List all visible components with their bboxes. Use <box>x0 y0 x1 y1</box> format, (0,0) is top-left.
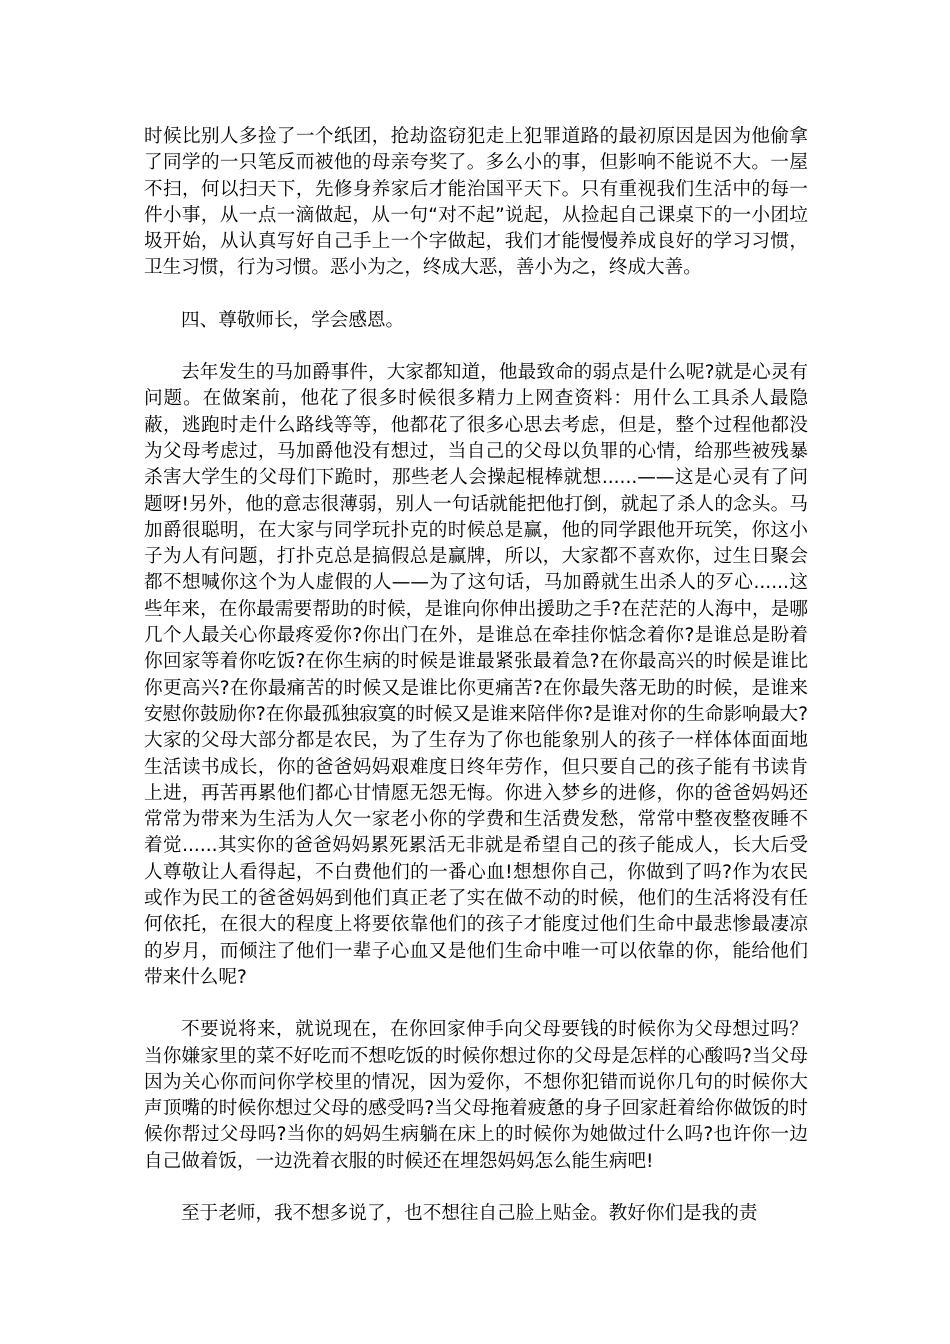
paragraph-teachers: 至于老师，我不想多说了，也不想往自己脸上贴金。教好你们是我的责 <box>181 1202 758 1224</box>
paragraph-habits: 时候比别人多捡了一个纸团，抢劫盗窃犯走上犯罪道路的最初原因是因为他偷拿了同学的一只笔反而被他的母亲夸奖了。多么小的事，但影响不能说不大。一屋不扫，何以扫天下，先修身养家后才能治国平天下。只有重视我们生活中的每一件小事，从一点一滴做起，从一句“对不起”说起，从捡起自己课桌下的一小团垃圾开始，从认真写好自己手上一个字做起，我们才能慢慢养成良好的学习习惯，卫生习惯，行为习惯。恶小为之，终成大恶，善小为之，终成大善。 <box>144 126 808 279</box>
document-page <box>144 124 808 1227</box>
paragraph-parents: 不要说将来，就说现在，在你回家伸手向父母要钱的时候你为父母想过吗？当你嫌家里的菜不好吃而不想吃饭的时候你想过你的父母是怎样的心酸吗?当父母因为关心你而问你学校里的情况，因为爱你，不想你犯错而说你几句的时候你大声顶嘴的时候你想过父母的感受吗?当父母拖着疲惫的身子回家赶着给你做饭的时候你帮过父母吗?当你的妈妈生病躺在床上的时候你为她做过什么吗?也许你一边自己做着饭，一边洗着衣服的时候还在埋怨妈妈怎么能生病吧! <box>144 1019 808 1172</box>
paragraph-ma-jiajue: 去年发生的马加爵事件，大家都知道，他最致命的弱点是什么呢?就是心灵有问题。在做案前，他花了很多时候很多精力上网查资料：用什么工具杀人最隐蔽，逃跑时走什么路线等等，他都花了很多心思去考虑，但是，整个过程他都没为父母考虑过，马加爵他没有想过，当自己的父母以负罪的心情，给那些被残暴杀害大学生的父母们下跪时，那些老人会操起棍棒就想......——这是心灵有了问题呀!另外，他的意志很薄弱，别人一句话就能把他打倒，就起了杀人的念头。马加爵很聪明，在大家与同学玩扑克的时候总是赢，他的同学跟他开玩笑，你这小子为人有问题，打扑克总是搞假总是赢牌，所以，大家都不喜欢你，过生日聚会都不想喊你这个为人虚假的人——为了这句话，马加爵就生出杀人的歹心......这些年来，在你最需要帮助的时候，是谁向你伸出援助之手?在茫茫的人海中，是哪几个人最关心你最疼爱你?你出门在外，是谁总在牵挂你惦念着你?是谁总是盼着你回家等着你吃饭?在你生病的时候是谁最紧张最着急?在你最高兴的时候是谁比你更高兴?在你最痛苦的时候又是谁比你更痛苦?在你最失落无助的时候，是谁来安慰你鼓励你?在你最孤独寂寞的时候又是谁来陪伴你?是谁对你的生命影响最大?大家的父母大部分都是农民，为了生存为了你也能象别人的孩子一样体体面面地生活读书成长，你的爸爸妈妈艰难度日终年劳作，但只要自己的孩子能有书读肯上进，再苦再累他们都心甘情愿无怨无悔。你进入梦乡的进修，你的爸爸妈妈还常常为带来为生活为人欠一家老小你的学费和生活费发愁，常常中整夜整夜睡不着觉......其实你的爸爸妈妈累死累活无非就是希望自己的孩子能成人，长大后受人尊敬让人看得起，不白费他们的一番心血!想想你自己，你做到了吗?作为农民或作为民工的爸爸妈妈到他们真正老了实在做不动的时候，他们的生活将没有任何依托，在很大的程度上将要依靠他们的孩子才能度过他们生命中最悲惨最凄凉的岁月，而倾注了他们一辈子心血又是他们生命中唯一可以依靠的你，能给他们带来什么呢? <box>144 362 808 988</box>
section-heading-respect-teachers: 四、尊敬师长，学会感恩。 <box>181 309 405 331</box>
